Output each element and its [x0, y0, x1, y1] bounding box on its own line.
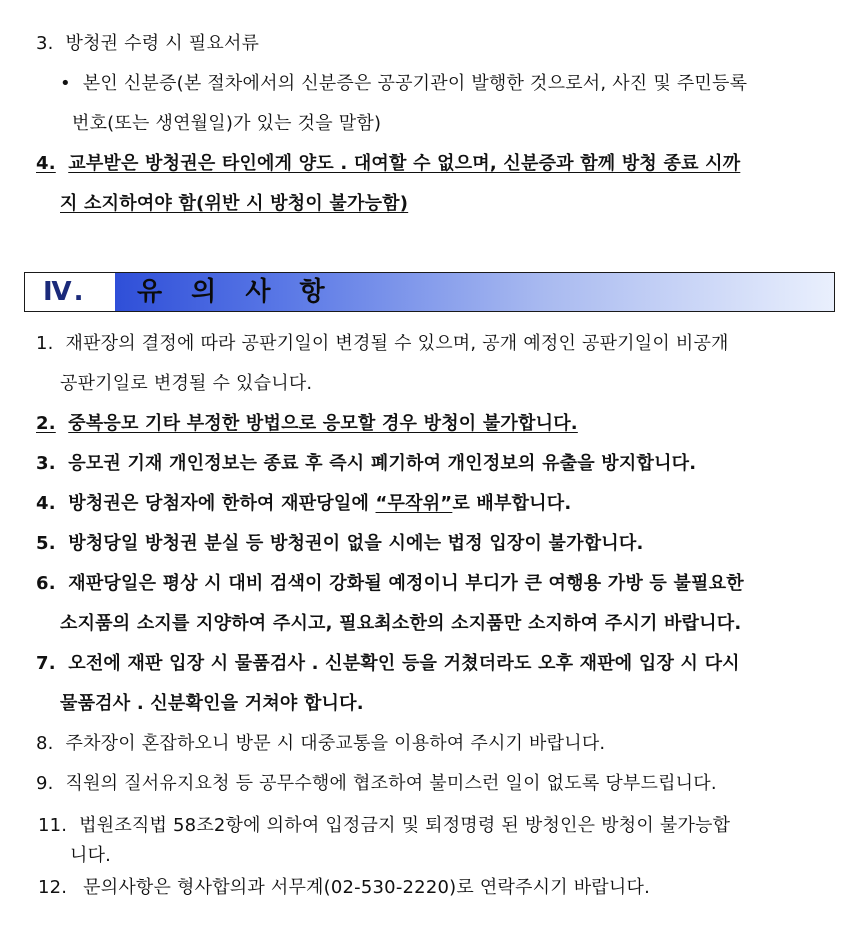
note-number: 11.: [38, 815, 68, 836]
note-text-emphasis: “무작위”: [375, 493, 453, 514]
note-4: [36, 492, 571, 516]
note-number: 9.: [36, 773, 54, 794]
item-text: 방청권 수령 시 필요서류: [65, 33, 260, 54]
note-5: [36, 532, 644, 556]
note-3: [36, 452, 696, 476]
note-9: [36, 772, 717, 796]
bullet-mark: •: [60, 73, 71, 94]
note-text-post: 로 배부합니다.: [452, 493, 572, 514]
section-title: 유 의 사 항: [137, 277, 335, 307]
item-3: [36, 32, 259, 56]
bullet-text-line2: 번호(또는 생연월일)가 있는 것을 말함): [72, 113, 382, 134]
bullet-item: [60, 72, 747, 96]
note-number: 1.: [36, 333, 54, 354]
note-number: 12.: [38, 877, 68, 898]
item-number: 4.: [36, 153, 56, 174]
item-number: 3.: [36, 33, 54, 54]
item-4-text-line2: 지 소지하여야 함(위반 시 방청이 불가능함): [60, 193, 409, 214]
note-text-line1: 재판장의 결정에 따라 공판기일이 변경될 수 있으며, 공개 예정인 공판기일이 비공개: [65, 333, 729, 354]
item-text-line1: 교부받은 방청권은 타인에게 양도 . 대여할 수 없으며, 신분증과 함께 방청 종료 시까: [68, 153, 741, 174]
note-number: 7.: [36, 653, 56, 674]
note-7-text-line2: 물품검사 . 신분확인을 거쳐야 합니다.: [60, 693, 364, 714]
note-text-line1: 재판당일은 평상 시 대비 검색이 강화될 예정이니 부디가 큰 여행용 가방 등 불필요한: [68, 573, 744, 594]
note-1-text-line2: 공판기일로 변경될 수 있습니다.: [60, 373, 313, 394]
note-7: [36, 652, 740, 676]
note-2: [36, 412, 578, 436]
note-number: 2.: [36, 413, 56, 434]
section-header: [24, 272, 835, 312]
note-8: [36, 732, 605, 756]
note-1: [36, 332, 729, 356]
item-4: [36, 152, 740, 176]
note-11: [38, 814, 730, 838]
note-6: [36, 572, 744, 596]
note-text-pre: 방청권은 당첨자에 한하여 재판당일에: [68, 493, 376, 514]
note-number: 3.: [36, 453, 56, 474]
note-text: 문의사항은 형사합의과 서무계(02-530-2220)로 연락주시기 바랍니다.: [83, 877, 650, 898]
note-6-text-line2: 소지품의 소지를 지양하여 주시고, 필요최소한의 소지품만 소지하여 주시기 바랍니다.: [60, 613, 742, 634]
note-number: 8.: [36, 733, 54, 754]
section-roman-numeral: Ⅳ.: [43, 277, 86, 307]
note-text: 방청당일 방청권 분실 등 방청권이 없을 시에는 법정 입장이 불가합니다.: [68, 533, 644, 554]
note-number: 4.: [36, 493, 56, 514]
note-number: 5.: [36, 533, 56, 554]
note-text: 응모권 기재 개인정보는 종료 후 즉시 폐기하여 개인정보의 유출을 방지합니다.: [68, 453, 697, 474]
note-text: 직원의 질서유지요청 등 공무수행에 협조하여 불미스런 일이 없도록 당부드립니다.: [65, 773, 717, 794]
note-text: 중복응모 기타 부정한 방법으로 응모할 경우 방청이 불가합니다.: [68, 413, 578, 434]
note-12: [38, 876, 650, 900]
bullet-text-line1: 본인 신분증(본 절차에서의 신분증은 공공기관이 발행한 것으로서, 사진 및 주민등록: [82, 73, 748, 94]
note-text-line1: 법원조직법 58조2항에 의하여 입정금지 및 퇴정명령 된 방청인은 방청이 불가능합: [79, 815, 731, 836]
note-number: 6.: [36, 573, 56, 594]
note-text-line1: 오전에 재판 입장 시 물품검사 . 신분확인 등을 거쳤더라도 오후 재판에 입장 시 다시: [68, 653, 740, 674]
note-text: 주차장이 혼잡하오니 방문 시 대중교통을 이용하여 주시기 바랍니다.: [65, 733, 606, 754]
note-11-text-line2: 니다.: [70, 845, 112, 866]
